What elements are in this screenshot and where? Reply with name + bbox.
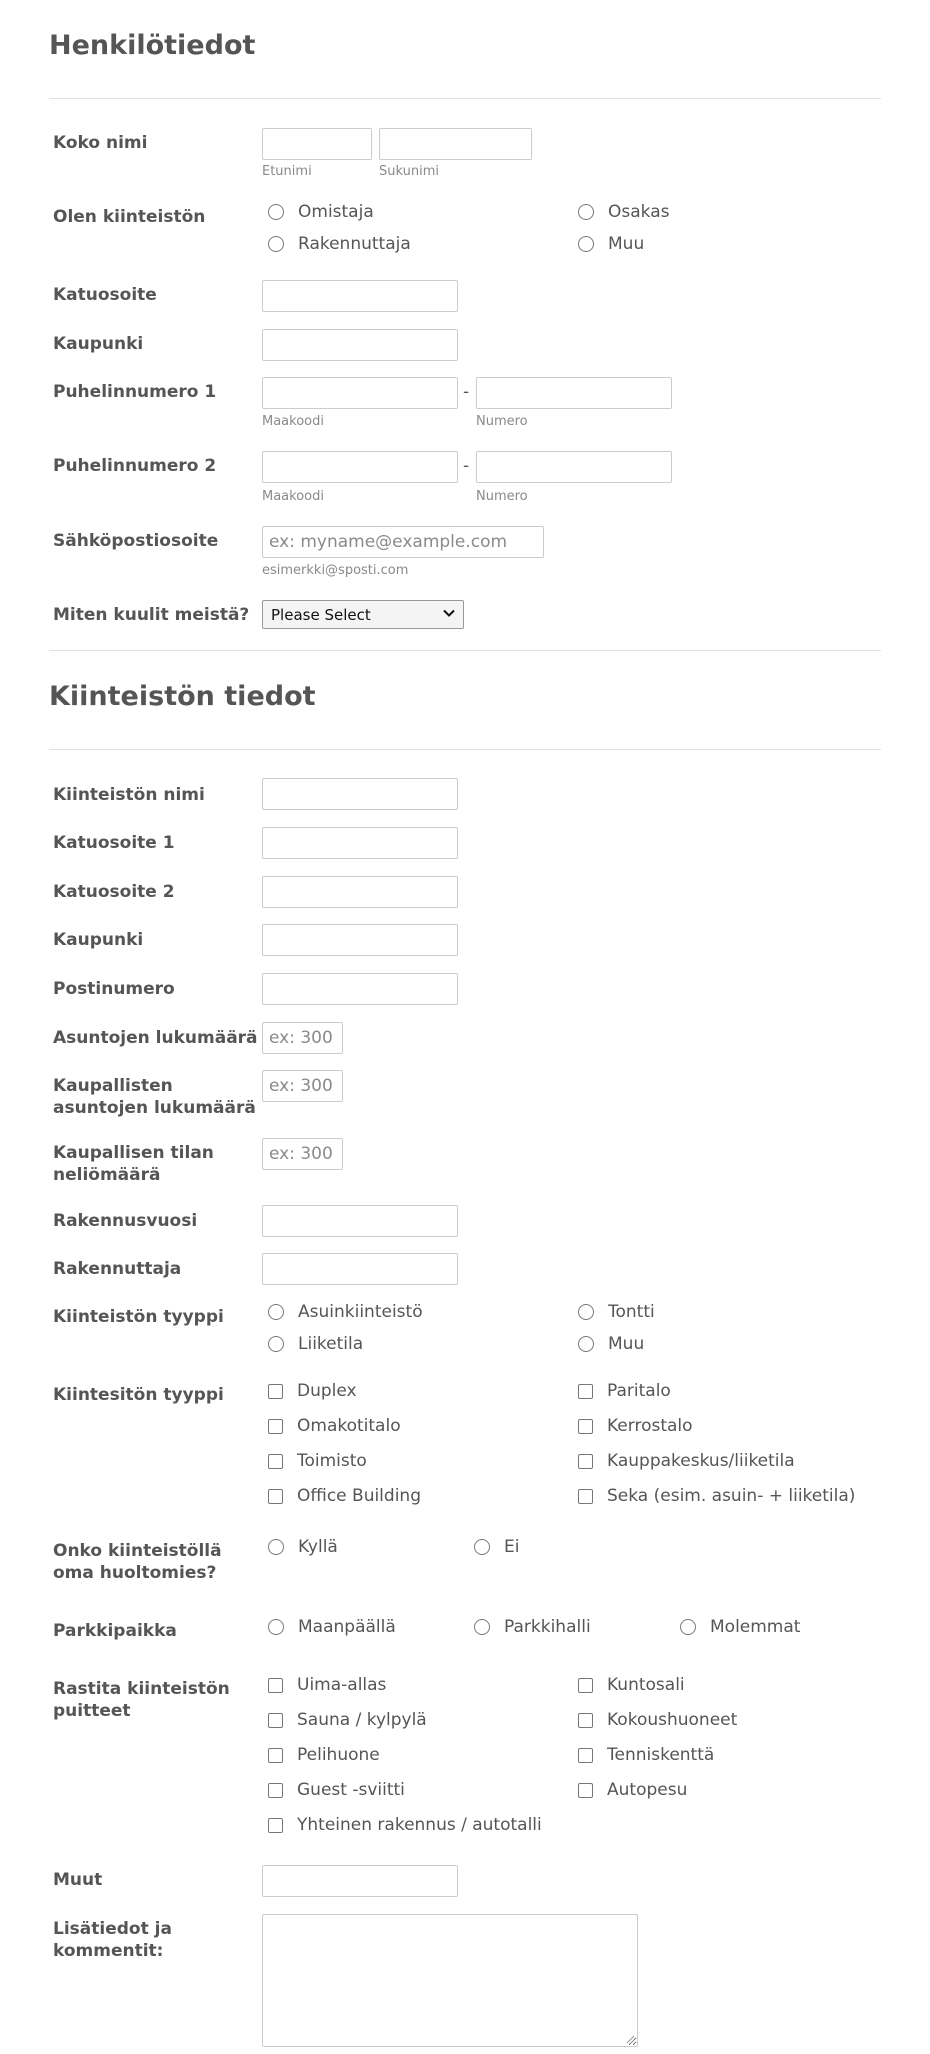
radio-icon[interactable] bbox=[578, 236, 594, 252]
type-check-option-label: Kerrostalo bbox=[607, 1416, 693, 1436]
email-label: Sähköpostiosoite bbox=[53, 531, 219, 551]
phone2-number-input[interactable] bbox=[476, 451, 672, 483]
property-name-label: Kiinteistön nimi bbox=[53, 785, 205, 805]
phone2-label: Puhelinnumero 2 bbox=[53, 456, 217, 476]
phone1-dash: - bbox=[463, 382, 470, 402]
amenity-yhteinen-rakennus[interactable] bbox=[268, 1815, 542, 1835]
builder-input[interactable] bbox=[262, 1253, 458, 1285]
checkbox-icon[interactable] bbox=[578, 1713, 593, 1728]
postal-input[interactable] bbox=[262, 973, 458, 1005]
phone2-area-input[interactable] bbox=[262, 451, 458, 483]
amenity-autopesu[interactable] bbox=[578, 1780, 687, 1800]
amenity-option-label: Uima-allas bbox=[297, 1675, 387, 1695]
parking-option-label: Molemmat bbox=[710, 1617, 801, 1637]
checkbox-icon[interactable] bbox=[268, 1419, 283, 1434]
full-name-label: Koko nimi bbox=[53, 133, 148, 153]
property-street2-label: Katuosoite 2 bbox=[53, 882, 175, 902]
first-name-sublabel: Etunimi bbox=[262, 164, 312, 179]
amenity-uima-allas[interactable] bbox=[268, 1675, 386, 1695]
parking-option-maanpaalla[interactable] bbox=[268, 1617, 396, 1637]
property-type-option-tontti[interactable] bbox=[578, 1302, 655, 1322]
role-option-label: Omistaja bbox=[298, 202, 374, 222]
checkbox-icon[interactable] bbox=[268, 1748, 283, 1763]
postal-label: Postinumero bbox=[53, 979, 175, 999]
parking-option-parkkihalli[interactable] bbox=[474, 1617, 591, 1637]
checkbox-icon[interactable] bbox=[268, 1783, 283, 1798]
property-type-check-label: Kiintesitön tyyppi bbox=[53, 1385, 224, 1405]
phone1-number-sublabel: Numero bbox=[476, 414, 528, 429]
type-check-option-label: Toimisto bbox=[297, 1451, 367, 1471]
amenity-kuntosali[interactable] bbox=[578, 1675, 685, 1695]
referral-label: Miten kuulit meistä? bbox=[53, 605, 250, 625]
amenity-option-label: Guest -sviitti bbox=[297, 1780, 405, 1800]
checkbox-icon[interactable] bbox=[578, 1419, 593, 1434]
type-check-toimisto[interactable] bbox=[268, 1451, 367, 1471]
city-input[interactable] bbox=[262, 329, 458, 361]
role-option-label: Muu bbox=[608, 234, 645, 254]
type-check-option-label: Duplex bbox=[297, 1381, 357, 1401]
first-name-input[interactable] bbox=[262, 128, 372, 160]
resize-handle-icon[interactable] bbox=[625, 2034, 635, 2044]
section-divider bbox=[49, 98, 881, 99]
other-input[interactable] bbox=[262, 1865, 458, 1897]
radio-icon[interactable] bbox=[268, 1539, 284, 1555]
commercial-apartments-input[interactable] bbox=[262, 1070, 343, 1102]
radio-icon[interactable] bbox=[268, 1336, 284, 1352]
type-check-option-label: Office Building bbox=[297, 1486, 421, 1506]
comments-label: Lisätiedot ja kommentit: bbox=[53, 1919, 172, 1961]
property-street1-input[interactable] bbox=[262, 827, 458, 859]
type-check-duplex[interactable] bbox=[268, 1381, 357, 1401]
property-type-option-liiketila[interactable] bbox=[268, 1334, 363, 1354]
property-type-option-label: Asuinkiinteistö bbox=[298, 1302, 423, 1322]
role-option-rakennuttaja[interactable] bbox=[268, 234, 411, 254]
property-street2-input[interactable] bbox=[262, 876, 458, 908]
phone2-number-sublabel: Numero bbox=[476, 489, 528, 504]
role-option-omistaja[interactable] bbox=[268, 202, 374, 222]
radio-icon[interactable] bbox=[268, 204, 284, 220]
property-city-label: Kaupunki bbox=[53, 930, 144, 950]
radio-icon[interactable] bbox=[268, 236, 284, 252]
radio-icon[interactable] bbox=[578, 1304, 594, 1320]
street-label: Katuosoite bbox=[53, 285, 157, 305]
chevron-down-icon bbox=[443, 607, 455, 619]
section-title-personal: Henkilötiedot bbox=[49, 30, 256, 61]
radio-icon[interactable] bbox=[268, 1619, 284, 1635]
janitor-option-ei[interactable] bbox=[474, 1537, 519, 1557]
parking-option-molemmat[interactable] bbox=[680, 1617, 800, 1637]
phone1-number-input[interactable] bbox=[476, 377, 672, 409]
checkbox-icon[interactable] bbox=[578, 1678, 593, 1693]
type-check-seka[interactable] bbox=[578, 1486, 855, 1506]
amenity-option-label: Kuntosali bbox=[607, 1675, 685, 1695]
type-check-option-label: Omakotitalo bbox=[297, 1416, 401, 1436]
referral-select[interactable] bbox=[262, 600, 464, 629]
amenity-option-label: Pelihuone bbox=[297, 1745, 380, 1765]
phone2-area-sublabel: Maakoodi bbox=[262, 489, 324, 504]
phone1-area-sublabel: Maakoodi bbox=[262, 414, 324, 429]
role-label: Olen kiinteistön bbox=[53, 207, 206, 227]
property-type-option-label: Muu bbox=[608, 1334, 645, 1354]
radio-icon[interactable] bbox=[268, 1304, 284, 1320]
amenities-label: Rastita kiinteistön puitteet bbox=[53, 1679, 230, 1721]
radio-icon[interactable] bbox=[680, 1619, 696, 1635]
checkbox-icon[interactable] bbox=[578, 1489, 593, 1504]
year-label: Rakennusvuosi bbox=[53, 1211, 198, 1231]
checkbox-icon[interactable] bbox=[578, 1748, 593, 1763]
type-check-kerrostalo[interactable] bbox=[578, 1416, 693, 1436]
parking-option-label: Maanpäällä bbox=[298, 1617, 396, 1637]
city-label: Kaupunki bbox=[53, 334, 144, 354]
commercial-apartments-label: Kaupallisten asuntojen lukumäärä bbox=[53, 1076, 256, 1118]
phone1-label: Puhelinnumero 1 bbox=[53, 382, 217, 402]
radio-icon[interactable] bbox=[578, 204, 594, 220]
type-check-kauppakeskus[interactable] bbox=[578, 1451, 795, 1471]
amenity-option-label: Kokoushuoneet bbox=[607, 1710, 738, 1730]
parking-option-label: Parkkihalli bbox=[504, 1617, 591, 1637]
janitor-label: Onko kiinteistöllä oma huoltomies? bbox=[53, 1541, 222, 1583]
janitor-option-kylla[interactable] bbox=[268, 1537, 338, 1557]
amenity-kokoushuoneet[interactable] bbox=[578, 1710, 737, 1730]
year-input[interactable] bbox=[262, 1205, 458, 1237]
phone2-dash: - bbox=[463, 456, 470, 476]
last-name-input[interactable] bbox=[379, 128, 532, 160]
checkbox-icon[interactable] bbox=[268, 1678, 283, 1693]
amenity-option-label: Tenniskenttä bbox=[607, 1745, 715, 1765]
amenity-option-label: Yhteinen rakennus / autotalli bbox=[297, 1815, 542, 1835]
property-type-radio-label: Kiinteistön tyyppi bbox=[53, 1307, 224, 1327]
property-city-input[interactable] bbox=[262, 924, 458, 956]
commercial-area-label: Kaupallisen tilan neliömäärä bbox=[53, 1143, 214, 1185]
property-type-option-muu[interactable] bbox=[578, 1334, 644, 1354]
type-check-paritalo[interactable] bbox=[578, 1381, 671, 1401]
checkbox-icon[interactable] bbox=[268, 1818, 283, 1833]
radio-icon[interactable] bbox=[578, 1336, 594, 1352]
property-type-option-label: Tontti bbox=[608, 1302, 655, 1322]
radio-icon[interactable] bbox=[474, 1619, 490, 1635]
role-option-label: Osakas bbox=[608, 202, 670, 222]
property-type-option-asuinkiinteisto[interactable] bbox=[268, 1302, 423, 1322]
builder-label: Rakennuttaja bbox=[53, 1259, 182, 1279]
amenity-sauna[interactable] bbox=[268, 1710, 427, 1730]
amenity-guest-sviitti[interactable] bbox=[268, 1780, 405, 1800]
radio-icon[interactable] bbox=[474, 1539, 490, 1555]
property-type-option-label: Liiketila bbox=[298, 1334, 364, 1354]
commercial-area-input[interactable] bbox=[262, 1138, 343, 1170]
checkbox-icon[interactable] bbox=[578, 1454, 593, 1469]
other-label: Muut bbox=[53, 1870, 103, 1890]
email-input[interactable] bbox=[262, 526, 544, 558]
checkbox-icon[interactable] bbox=[268, 1454, 283, 1469]
section-title-property: Kiinteistön tiedot bbox=[49, 681, 316, 712]
comments-textarea[interactable] bbox=[262, 1914, 638, 2047]
type-check-option-label: Kauppakeskus/liiketila bbox=[607, 1451, 795, 1471]
parking-label: Parkkipaikka bbox=[53, 1621, 177, 1641]
role-option-label: Rakennuttaja bbox=[298, 234, 411, 254]
email-sublabel: esimerkki@sposti.com bbox=[262, 563, 409, 578]
type-check-option-label: Seka (esim. asuin- + liiketila) bbox=[607, 1486, 856, 1506]
apartments-input[interactable] bbox=[262, 1022, 343, 1054]
section-divider bbox=[49, 749, 881, 750]
last-name-sublabel: Sukunimi bbox=[379, 164, 439, 179]
janitor-option-label: Kyllä bbox=[298, 1537, 338, 1557]
property-street1-label: Katuosoite 1 bbox=[53, 833, 175, 853]
type-check-office-building[interactable] bbox=[268, 1486, 421, 1506]
property-name-input[interactable] bbox=[262, 778, 458, 810]
checkbox-icon[interactable] bbox=[268, 1384, 283, 1399]
section-divider bbox=[49, 650, 881, 651]
checkbox-icon[interactable] bbox=[268, 1489, 283, 1504]
apartments-label: Asuntojen lukumäärä bbox=[53, 1028, 258, 1048]
checkbox-icon[interactable] bbox=[578, 1384, 593, 1399]
role-option-muu[interactable] bbox=[578, 234, 644, 254]
amenity-option-label: Sauna / kylpylä bbox=[297, 1710, 427, 1730]
type-check-option-label: Paritalo bbox=[607, 1381, 671, 1401]
amenity-tenniskentta[interactable] bbox=[578, 1745, 714, 1765]
referral-selected-value: Please Select bbox=[271, 605, 371, 624]
type-check-omakotitalo[interactable] bbox=[268, 1416, 401, 1436]
checkbox-icon[interactable] bbox=[268, 1713, 283, 1728]
phone1-area-input[interactable] bbox=[262, 377, 458, 409]
amenity-option-label: Autopesu bbox=[607, 1780, 688, 1800]
janitor-option-label: Ei bbox=[504, 1537, 520, 1557]
street-input[interactable] bbox=[262, 280, 458, 312]
role-option-osakas[interactable] bbox=[578, 202, 669, 222]
amenity-pelihuone[interactable] bbox=[268, 1745, 380, 1765]
checkbox-icon[interactable] bbox=[578, 1783, 593, 1798]
